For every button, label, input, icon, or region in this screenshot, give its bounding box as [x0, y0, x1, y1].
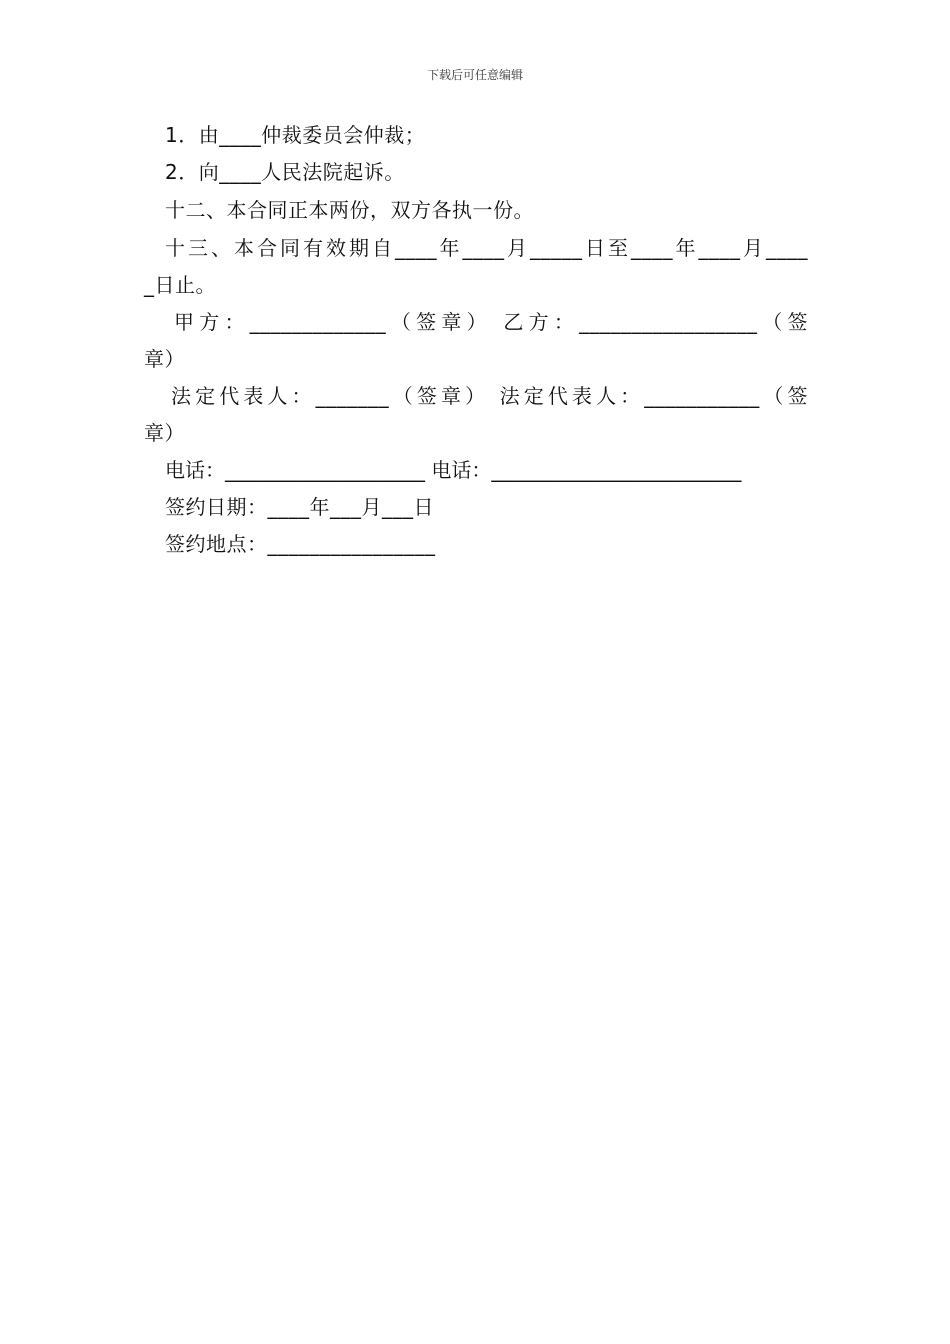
page-header: 下载后可任意编辑 — [426, 68, 523, 82]
legal-representative-signatures: 法定代表人：_______（签章） 法定代表人：___________（签 — [171, 384, 808, 408]
legal-representative-continued: 章） — [144, 421, 185, 445]
dispute-option-court: 2．向____人民法院起诉。 — [165, 160, 405, 184]
signing-date: 签约日期：____年___月___日 — [165, 495, 434, 519]
clause-twelve: 十二、本合同正本两份，双方各执一份。 — [165, 198, 534, 222]
dispute-option-arbitration: 1．由____仲裁委员会仲裁； — [165, 123, 426, 147]
clause-thirteen-continued: _日止。 — [144, 273, 216, 297]
party-signatures-continued: 章） — [144, 347, 185, 371]
signing-location: 签约地点：________________ — [165, 532, 436, 556]
party-signatures: 甲方：_____________（签章） 乙方：_________________（签 — [174, 310, 808, 334]
clause-thirteen: 十三、本合同有效期自____年____月_____日至____年____月____ — [165, 236, 808, 260]
phone-fields: 电话：____________________ 电话：_________________________ — [165, 458, 742, 482]
